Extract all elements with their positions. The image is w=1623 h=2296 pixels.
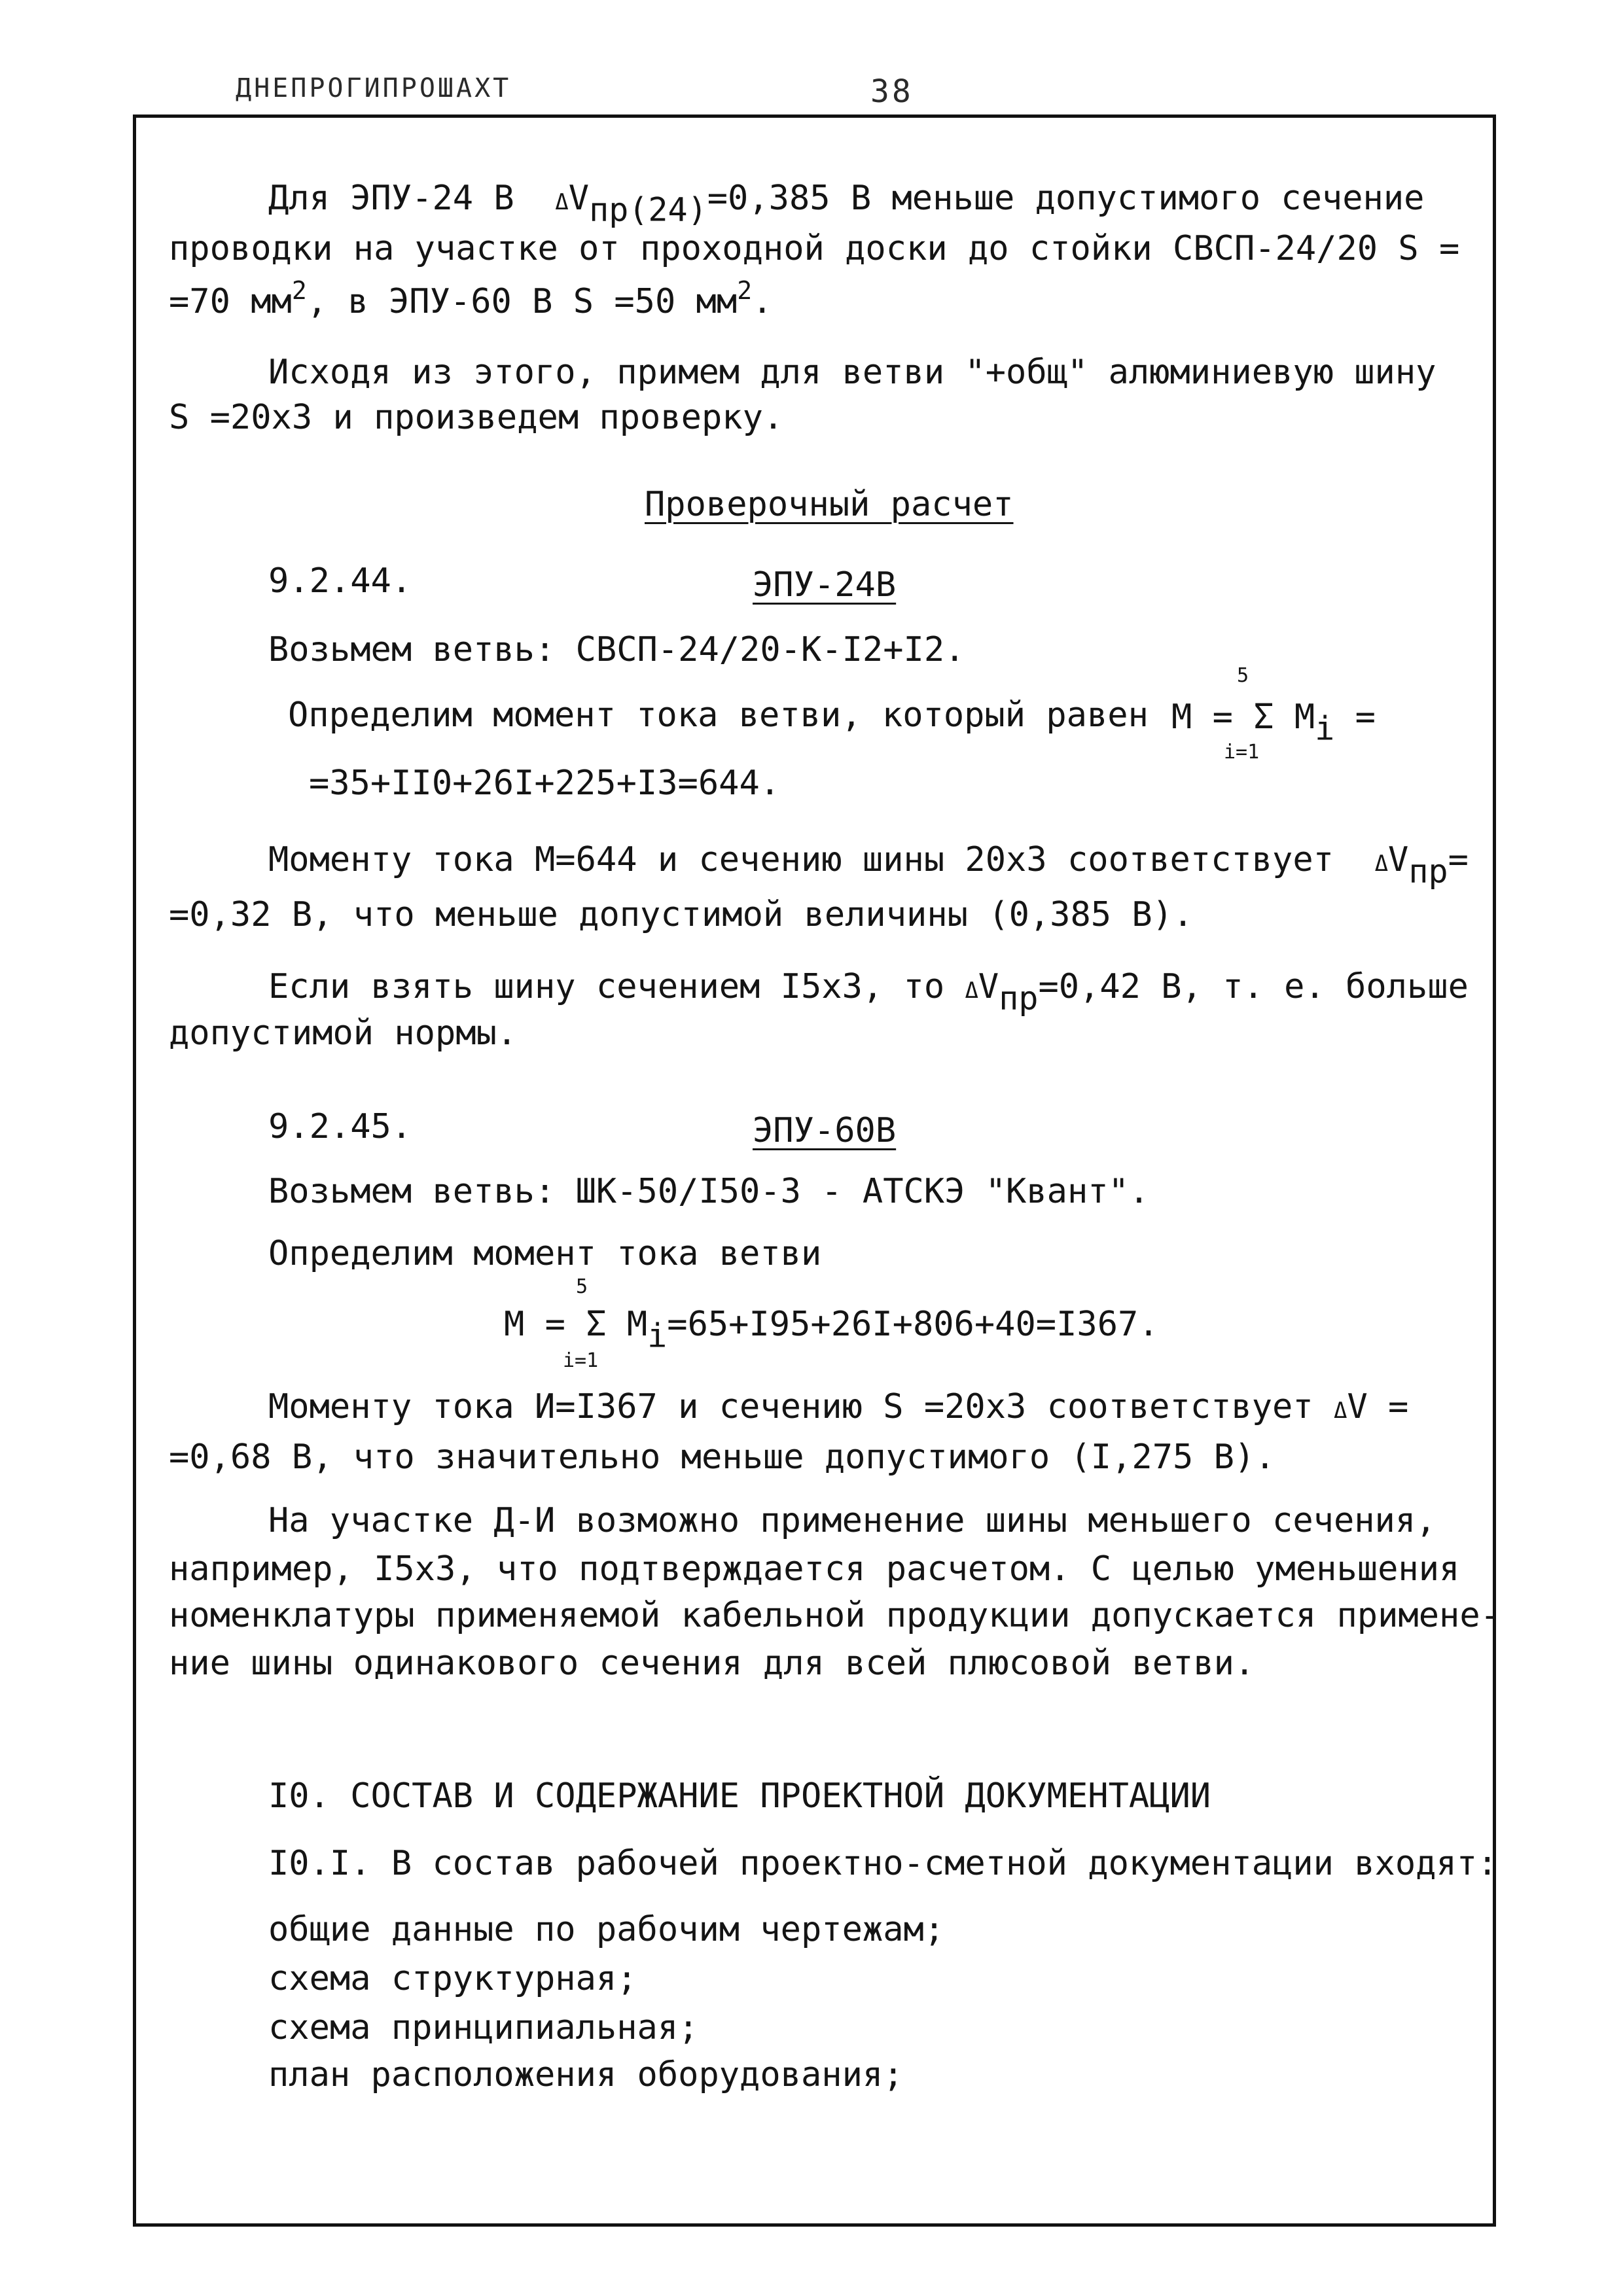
intro-line-3: =70 $мм^2$, в ЭПУ-60 В S =50 $мм^2$. <box>169 276 773 321</box>
s45-p2-line-1: На участке Д-И возможно применение шины меньшего сечения, <box>268 1501 1436 1540</box>
s45-title: ЭПУ-60В <box>753 1111 897 1150</box>
list-item: схема принципиальная; <box>268 2008 699 2047</box>
s45-p2-line-2: например, I5х3, что подтверждается расчетом. С целью уменьшения <box>169 1549 1460 1589</box>
section10-title: I0. СОСТАВ И СОДЕРЖАНИЕ ПРОЕКТНОЙ ДОКУМЕНТАЦИИ <box>268 1776 1211 1816</box>
para2-line-2: S =20х3 и произведем проверку. <box>169 398 784 437</box>
s44-branch: Возьмем ветвь: СВСП-24/20-К-I2+I2. <box>268 630 965 669</box>
para2-line-1: Исходя из этого, примем для ветви "+общ" алюминиевую шину <box>268 353 1436 392</box>
s44-sum-top: 5 <box>1237 664 1249 687</box>
page-number: 38 <box>870 73 914 110</box>
s44-sum-bottom: i=1 <box>1224 741 1260 764</box>
intro-line-2: проводки на участке от проходной доски до стойки СВСП-24/20 S = <box>169 229 1460 268</box>
s45-sum-bottom: i=1 <box>563 1349 599 1372</box>
s45-number: 9.2.45. <box>268 1107 412 1146</box>
s45-sum-top: 5 <box>576 1275 588 1298</box>
s45-formula: M = Σ Mi=65+I95+26I+806+40=I367. <box>504 1305 1159 1355</box>
section10-item: I0.I. В состав рабочей проектно-сметной документации входят: <box>268 1844 1498 1883</box>
s45-branch: Возьмем ветвь: ШК-50/I50-3 - АТСКЭ "Квант". <box>268 1172 1150 1211</box>
s44-p1-line-1: Моменту тока M=644 и сечению шины 20х3 соответствует ΔVпр= <box>268 840 1469 891</box>
s44-moment-line: Определим момент тока ветви, который равен <box>288 696 1149 735</box>
s44-p2-line-2: допустимой нормы. <box>169 1014 518 1053</box>
s44-p1-line-2: =0,32 В, что меньше допустимой величины (0,385 В). <box>169 895 1194 934</box>
list-item: план расположения оборудования; <box>268 2055 904 2094</box>
s44-title: ЭПУ-24В <box>753 565 897 605</box>
s45-p2-line-4: ние шины одинакового сечения для всей плюсовой ветви. <box>169 1644 1255 1683</box>
s44-p2-line-1: Если взять шину сечением I5х3, то ΔVпр=0,42 В, т. е. больше <box>268 967 1469 1017</box>
s44-formula: M = Σ Mi = <box>1171 698 1376 748</box>
intro-line-1: Для ЭПУ-24 В ΔVпр(24)=0,385 В меньше допустимого сечение <box>268 179 1425 229</box>
s45-p2-line-3: номенклатуры применяемой кабельной продукции допускается примене- <box>169 1596 1501 1635</box>
s44-formula-result: =35+II0+26I+225+I3=644. <box>309 764 781 803</box>
organization-header: ДНЕПРОГИПРОШАХТ <box>236 73 512 103</box>
s45-p1-line-2: =0,68 В, что значительно меньше допустимого (I,275 В). <box>169 1438 1275 1477</box>
section-title: Проверочный расчет <box>645 485 1014 524</box>
list-item: общие данные по рабочим чертежам; <box>268 1910 945 1949</box>
s44-number: 9.2.44. <box>268 561 412 601</box>
s45-p1-line-1: Моменту тока И=I367 и сечению S =20х3 соответствует ΔV = <box>268 1387 1409 1426</box>
list-item: схема структурная; <box>268 1959 637 1998</box>
s45-moment-line: Определим момент тока ветви <box>268 1234 822 1273</box>
